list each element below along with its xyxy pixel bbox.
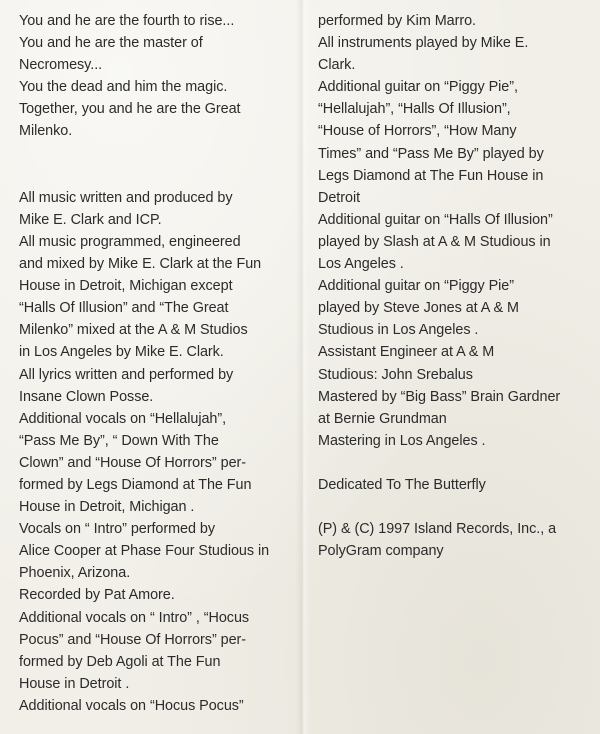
credit-line: All music programmed, engineered bbox=[19, 233, 241, 250]
poem-line: You and he are the fourth to rise... bbox=[19, 13, 235, 29]
poem-line: Milenko. bbox=[19, 123, 73, 140]
credit-line: House in Detroit . bbox=[19, 675, 130, 692]
credit-line: Milenko” mixed at the A & M Studios bbox=[19, 322, 248, 339]
poem-line: Together, you and he are the Great bbox=[19, 101, 241, 118]
credit-line: Additional vocals on “Hellalujah”, bbox=[19, 410, 227, 427]
credit-line: Studious: John Srebalus bbox=[318, 366, 473, 383]
credit-line: and mixed by Mike E. Clark at the Fun bbox=[19, 256, 262, 273]
credit-line: Additional vocals on “ Intro” , “Hocus bbox=[19, 609, 250, 626]
dedication: Dedicated To The Butterfly bbox=[318, 476, 486, 493]
credit-line: Legs Diamond at The Fun House in bbox=[318, 167, 544, 184]
credit-line: Los Angeles . bbox=[318, 256, 404, 273]
credit-line: All instruments played by Mike E. bbox=[318, 35, 529, 52]
credit-line: played by Steve Jones at A & M bbox=[318, 300, 519, 317]
credit-line: Mastered by “Big Bass” Brain Gardner bbox=[318, 388, 561, 405]
copyright-notice bbox=[318, 518, 590, 562]
credit-line: Clark. bbox=[318, 57, 356, 74]
credits-block-left bbox=[19, 187, 294, 717]
credit-line: played by Slash at A & M Studious in bbox=[318, 233, 551, 250]
credit-line: All lyrics written and performed by bbox=[19, 366, 234, 383]
credit-line: Times” and “Pass Me By” played by bbox=[318, 145, 544, 162]
credit-line: Mike E. Clark and ICP. bbox=[19, 211, 162, 228]
poem-block bbox=[19, 10, 294, 143]
credit-line: “House of Horrors”, “How Many bbox=[318, 123, 517, 140]
credit-line: “Halls Of Illusion” and “The Great bbox=[19, 300, 229, 317]
credit-line: House in Detroit, Michigan except bbox=[19, 278, 233, 295]
credit-line: Insane Clown Posse. bbox=[19, 388, 154, 405]
credit-line: Pocus” and “House Of Horrors” per- bbox=[19, 631, 247, 648]
credit-line: House in Detroit, Michigan . bbox=[19, 499, 195, 516]
credits-block-right bbox=[318, 10, 590, 452]
credit-line: Studious in Los Angeles . bbox=[318, 322, 479, 339]
copyright-line: (P) & (C) 1997 Island Records, Inc., a bbox=[318, 521, 557, 538]
credit-line: Assistant Engineer at A & M bbox=[318, 344, 495, 361]
credit-line: formed by Deb Agoli at The Fun bbox=[19, 653, 221, 670]
credit-line: Additional guitar on “Piggy Pie”, bbox=[318, 79, 518, 96]
credit-line: Detroit bbox=[318, 189, 361, 206]
credit-line: Recorded by Pat Amore. bbox=[19, 587, 175, 604]
credit-line: “Pass Me By”, “ Down With The bbox=[19, 432, 219, 449]
credit-line: Additional vocals on “Hocus Pocus” bbox=[19, 697, 244, 714]
credit-line: “Hellalujah”, “Halls Of Illusion”, bbox=[318, 101, 511, 118]
credit-line: at Bernie Grundman bbox=[318, 410, 447, 427]
credit-line: Phoenix, Arizona. bbox=[19, 565, 131, 582]
poem-line: You and he are the master of bbox=[19, 35, 203, 52]
credit-line: Alice Cooper at Phase Four Studious in bbox=[19, 543, 270, 560]
right-column bbox=[318, 10, 590, 562]
credit-line: in Los Angeles by Mike E. Clark. bbox=[19, 344, 224, 361]
credit-line: Additional guitar on “Piggy Pie” bbox=[318, 278, 514, 295]
page-fold bbox=[296, 0, 310, 734]
credit-line: Mastering in Los Angeles . bbox=[318, 432, 486, 449]
credit-line: performed by Kim Marro. bbox=[318, 13, 476, 29]
copyright-line: PolyGram company bbox=[318, 543, 444, 560]
poem-line: Necromesy... bbox=[19, 57, 103, 74]
credit-line: Clown” and “House Of Horrors” per- bbox=[19, 454, 247, 471]
left-column bbox=[19, 10, 294, 717]
credit-line: All music written and produced by bbox=[19, 189, 233, 206]
credit-line: formed by Legs Diamond at The Fun bbox=[19, 476, 252, 493]
poem-line: You the dead and him the magic. bbox=[19, 79, 228, 96]
credit-line: Vocals on “ Intro” performed by bbox=[19, 521, 216, 538]
credit-line: Additional guitar on “Halls Of Illusion” bbox=[318, 211, 553, 228]
